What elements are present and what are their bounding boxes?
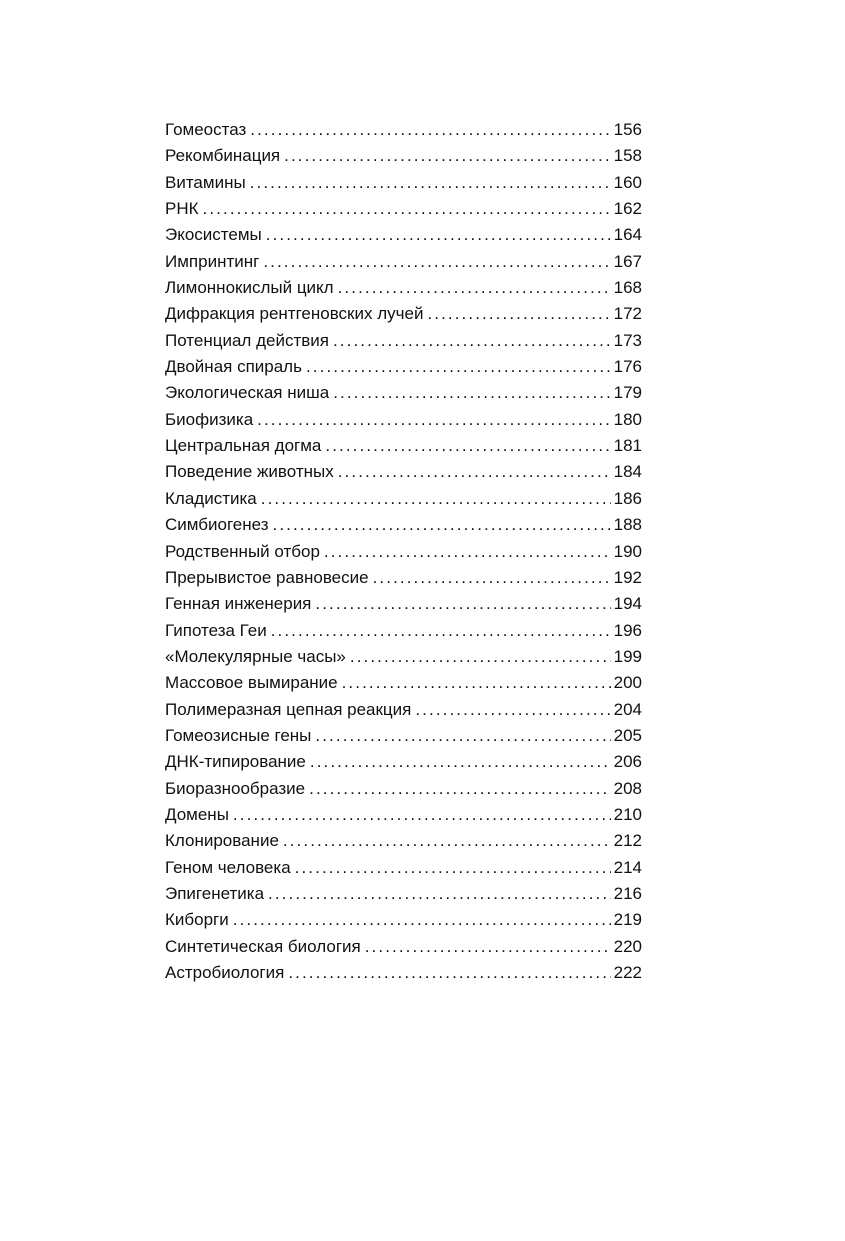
toc-entry-title: Симбиогенез bbox=[165, 515, 269, 535]
toc-leader-dots bbox=[338, 275, 611, 301]
toc-entry-title: Гипотеза Геи bbox=[165, 620, 267, 640]
toc-leader-dots bbox=[273, 512, 611, 538]
toc-leader-dots bbox=[271, 618, 611, 644]
toc-entry[interactable] bbox=[165, 275, 642, 301]
toc-entry-page: 220 bbox=[613, 936, 642, 956]
toc-entry-title: Центральная догма bbox=[165, 436, 322, 456]
toc-entry-title: Клонирование bbox=[165, 831, 279, 851]
toc-entry-page: 176 bbox=[613, 357, 642, 377]
toc-entry[interactable] bbox=[165, 855, 642, 881]
toc-entry-page: 172 bbox=[613, 304, 642, 324]
toc-leader-dots bbox=[315, 591, 610, 617]
toc-entry-page: 160 bbox=[613, 172, 642, 192]
toc-entry[interactable] bbox=[165, 407, 642, 433]
toc-entry[interactable] bbox=[165, 670, 642, 696]
toc-entry-page: 206 bbox=[613, 752, 642, 772]
toc-entry-title: Киборги bbox=[165, 910, 229, 930]
toc-leader-dots bbox=[203, 196, 611, 222]
toc-entry-title: Астробиология bbox=[165, 963, 285, 982]
toc-entry-page: 204 bbox=[613, 699, 642, 719]
toc-entry[interactable] bbox=[165, 117, 642, 143]
toc-leader-dots bbox=[288, 960, 610, 986]
toc-entry-title: Массовое вымирание bbox=[165, 673, 338, 693]
toc-entry-title: Экосистемы bbox=[165, 225, 262, 245]
toc-leader-dots bbox=[306, 354, 611, 380]
toc-entry-title: ДНК-типирование bbox=[165, 752, 306, 772]
toc-entry-page: 212 bbox=[613, 831, 642, 851]
toc-entry[interactable] bbox=[165, 934, 642, 960]
toc-leader-dots bbox=[261, 486, 611, 512]
toc-entry-title: Гомеозисные гены bbox=[165, 725, 312, 745]
toc-entry-title: Прерывистое равновесие bbox=[165, 567, 369, 587]
toc-entry-title: Лимоннокислый цикл bbox=[165, 278, 334, 298]
toc-entry-page: 192 bbox=[613, 567, 642, 587]
toc-entry[interactable] bbox=[165, 301, 642, 327]
toc-entry-title: Домены bbox=[165, 804, 229, 824]
toc-entry-page: 216 bbox=[613, 883, 642, 903]
toc-leader-dots bbox=[373, 565, 611, 591]
toc-entry[interactable] bbox=[165, 591, 642, 617]
toc-entry-title: Потенциал действия bbox=[165, 330, 329, 350]
toc-entry[interactable] bbox=[165, 486, 642, 512]
toc-entry-title: Экологическая ниша bbox=[165, 383, 330, 403]
toc-entry[interactable] bbox=[165, 881, 642, 907]
toc-leader-dots bbox=[333, 380, 610, 406]
toc-leader-dots bbox=[284, 143, 610, 169]
toc-leader-dots bbox=[350, 644, 611, 670]
toc-entry-page: 162 bbox=[613, 199, 642, 219]
toc-entry[interactable] bbox=[165, 749, 642, 775]
toc-entry-page: 200 bbox=[613, 673, 642, 693]
toc-entry-page: 214 bbox=[613, 857, 642, 877]
toc-entry-page: 156 bbox=[613, 120, 642, 139]
toc-entry[interactable] bbox=[165, 459, 642, 485]
toc-entry-title: Дифракция рентгеновских лучей bbox=[165, 304, 424, 324]
toc-leader-dots bbox=[333, 328, 611, 354]
toc-entry-title: РНК bbox=[165, 199, 199, 219]
toc-entry-page: 181 bbox=[613, 436, 642, 456]
toc-entry[interactable] bbox=[165, 196, 642, 222]
toc-entry-page: 179 bbox=[613, 383, 642, 403]
toc-leader-dots bbox=[324, 539, 611, 565]
toc-entry-page: 208 bbox=[613, 778, 642, 798]
toc-entry-title: Генная инженерия bbox=[165, 594, 312, 614]
toc-entry-title: Биофизика bbox=[165, 409, 254, 429]
toc-entry-title: Синтетическая биология bbox=[165, 936, 361, 956]
toc-entry-page: 168 bbox=[613, 278, 642, 298]
toc-leader-dots bbox=[268, 881, 611, 907]
toc-entry[interactable] bbox=[165, 802, 642, 828]
toc-entry-title: Родственный отбор bbox=[165, 541, 320, 561]
toc-entry-page: 158 bbox=[613, 146, 642, 166]
toc-entry[interactable] bbox=[165, 512, 642, 538]
toc-leader-dots bbox=[342, 670, 611, 696]
toc-entry-page: 196 bbox=[613, 620, 642, 640]
toc-leader-dots bbox=[315, 723, 610, 749]
toc-entry-title: Витамины bbox=[165, 172, 246, 192]
toc-entry-page: 210 bbox=[613, 804, 642, 824]
toc-entry-title: Эпигенетика bbox=[165, 883, 265, 903]
toc-entry[interactable] bbox=[165, 539, 642, 565]
toc-entry[interactable] bbox=[165, 776, 642, 802]
toc-leader-dots bbox=[338, 459, 611, 485]
toc-leader-dots bbox=[263, 249, 610, 275]
toc-leader-dots bbox=[427, 301, 610, 327]
toc-entry-title: «Молекулярные часы» bbox=[165, 646, 346, 666]
toc-leader-dots bbox=[266, 222, 611, 248]
toc-leader-dots bbox=[233, 907, 611, 933]
toc-leader-dots bbox=[415, 697, 610, 723]
toc-entry-page: 194 bbox=[613, 594, 642, 614]
toc-entry[interactable] bbox=[165, 907, 642, 933]
toc-entry-page: 173 bbox=[613, 330, 642, 350]
toc-entry[interactable] bbox=[165, 354, 642, 380]
toc-entry-title: Гомеостаз bbox=[165, 120, 247, 139]
toc-entry-page: 164 bbox=[613, 225, 642, 245]
toc-entry[interactable] bbox=[165, 618, 642, 644]
toc-entry-page: 205 bbox=[613, 725, 642, 745]
toc-entry-title: Двойная спираль bbox=[165, 357, 302, 377]
toc-entry[interactable] bbox=[165, 380, 642, 406]
toc-leader-dots bbox=[295, 855, 611, 881]
toc-entry[interactable] bbox=[165, 565, 642, 591]
toc-entry-page: 190 bbox=[613, 541, 642, 561]
toc-leader-dots bbox=[250, 170, 611, 196]
toc-entry-title: Полимеразная цепная реакция bbox=[165, 699, 412, 719]
toc-entry[interactable] bbox=[165, 960, 642, 986]
toc-entry-page: 219 bbox=[613, 910, 642, 930]
toc-entry-title: Рекомбинация bbox=[165, 146, 281, 166]
toc-entry-title: Геном человека bbox=[165, 857, 291, 877]
toc-leader-dots bbox=[310, 749, 611, 775]
toc-entry[interactable] bbox=[165, 249, 642, 275]
toc-leader-dots bbox=[250, 117, 610, 143]
toc-entry-page: 184 bbox=[613, 462, 642, 482]
toc-entry[interactable] bbox=[165, 828, 642, 854]
toc-leader-dots bbox=[309, 776, 611, 802]
toc-entry-title: Биоразнообразие bbox=[165, 778, 306, 798]
toc-leader-dots bbox=[325, 433, 610, 459]
table-of-contents bbox=[165, 117, 642, 986]
toc-entry[interactable] bbox=[165, 433, 642, 459]
toc-entry-page: 199 bbox=[613, 646, 642, 666]
toc-entry-page: 222 bbox=[613, 963, 642, 982]
toc-entry-page: 186 bbox=[613, 488, 642, 508]
toc-leader-dots bbox=[233, 802, 611, 828]
toc-leader-dots bbox=[283, 828, 611, 854]
toc-entry[interactable] bbox=[165, 697, 642, 723]
toc-leader-dots bbox=[365, 934, 611, 960]
toc-entry-page: 167 bbox=[613, 251, 642, 271]
toc-entry[interactable] bbox=[165, 723, 642, 749]
toc-entry-title: Кладистика bbox=[165, 488, 257, 508]
toc-leader-dots bbox=[257, 407, 610, 433]
toc-entry[interactable] bbox=[165, 170, 642, 196]
toc-entry-page: 180 bbox=[613, 409, 642, 429]
toc-entry-title: Поведение животных bbox=[165, 462, 334, 482]
toc-entry[interactable] bbox=[165, 222, 642, 248]
toc-entry-page: 188 bbox=[613, 515, 642, 535]
toc-entry-title: Импринтинг bbox=[165, 251, 260, 271]
toc-entry[interactable] bbox=[165, 644, 642, 670]
toc-entry[interactable] bbox=[165, 328, 642, 354]
toc-entry[interactable] bbox=[165, 143, 642, 169]
